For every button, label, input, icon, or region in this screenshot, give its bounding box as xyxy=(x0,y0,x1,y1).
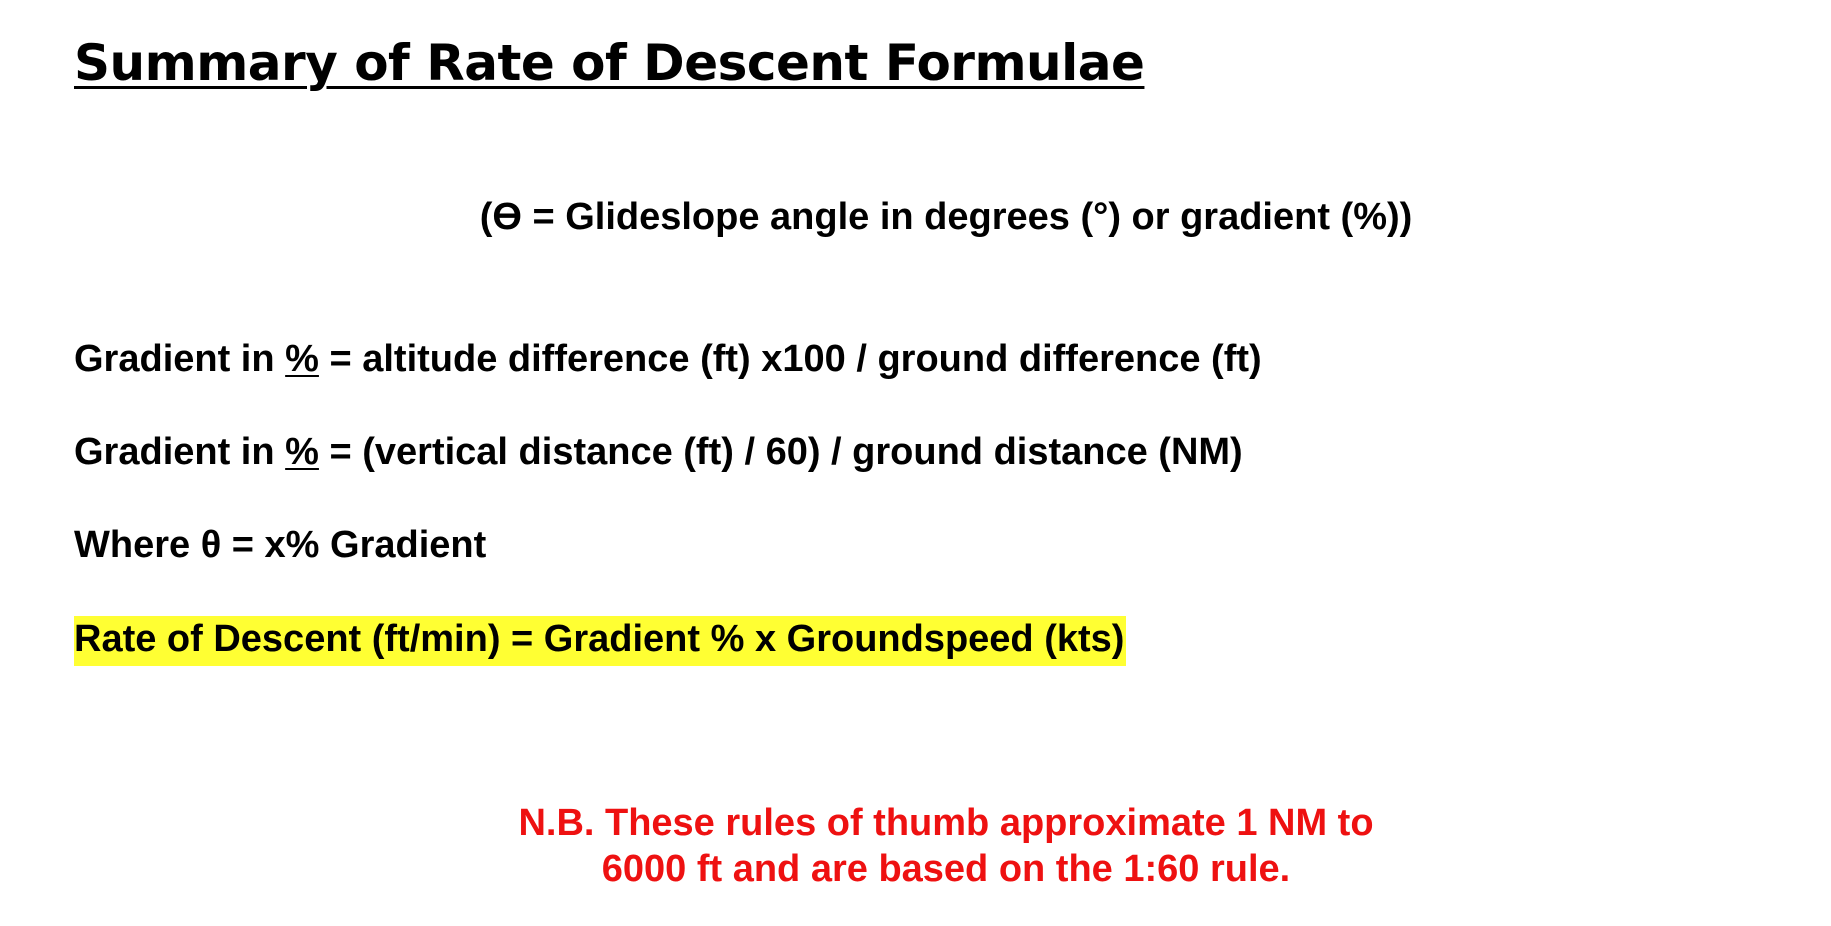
note-line-2: 6000 ft and are based on the 1:60 rule. xyxy=(601,848,1291,890)
formula-expression: = altitude difference (ft) x100 / ground difference (ft) xyxy=(318,338,1262,380)
glideslope-definition: (ϴ = Glideslope angle in degrees (°) or gradient (%)) xyxy=(479,196,1413,238)
rate-of-descent-formula xyxy=(74,616,1126,662)
formula-percent-symbol: % xyxy=(285,431,319,473)
formula-prefix: Gradient in xyxy=(74,338,286,380)
formula-prefix: Gradient in xyxy=(74,431,286,473)
highlighted-key-formula: Rate of Descent (ft/min) = Gradient % x Groundspeed (kts) xyxy=(74,616,1126,666)
slide-title: Summary of Rate of Descent Formulae xyxy=(74,34,1145,92)
formula-percent-symbol: % xyxy=(285,338,319,380)
note-line-1: N.B. These rules of thumb approximate 1 NM to xyxy=(518,802,1374,844)
gradient-formula-altitude xyxy=(74,336,1262,382)
formula-expression: = (vertical distance (ft) / 60) / ground distance (NM) xyxy=(318,431,1243,473)
note-block xyxy=(0,800,1831,892)
where-theta-line: Where θ = x% Gradient xyxy=(74,524,487,566)
gradient-formula-vertical-distance xyxy=(74,429,1243,475)
